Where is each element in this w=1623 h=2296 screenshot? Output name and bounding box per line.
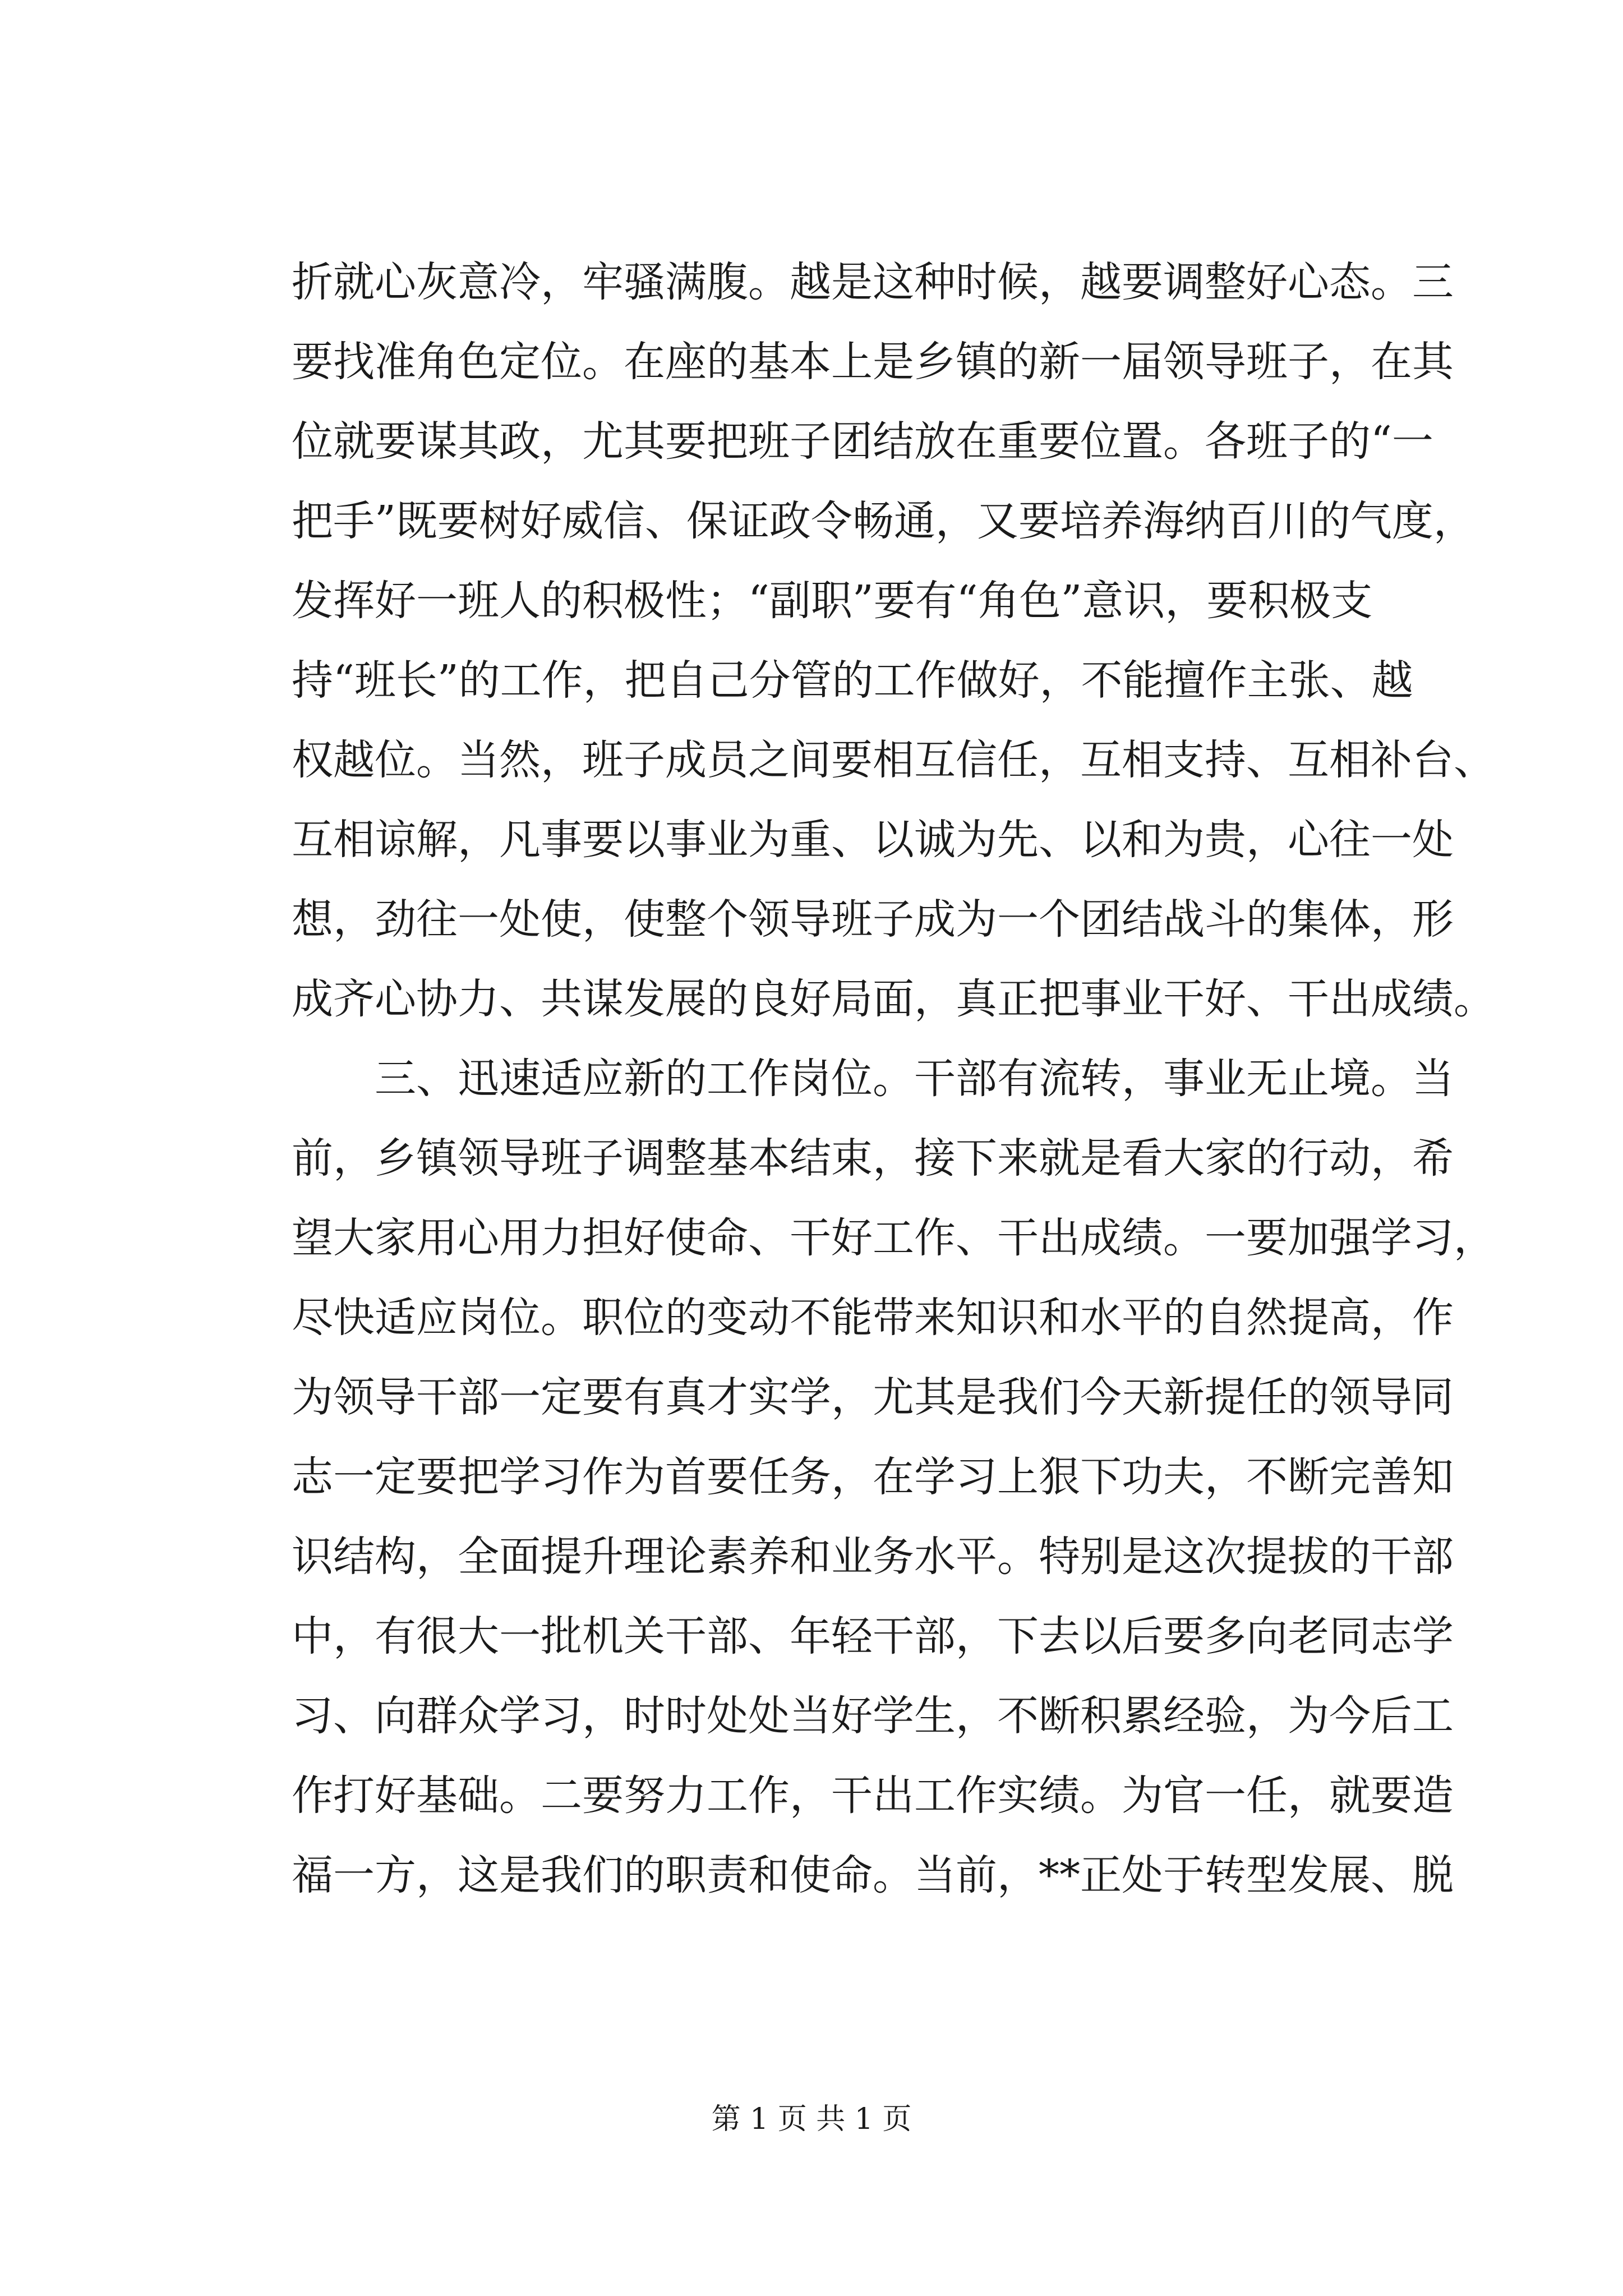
text-line: 中，有很大一批机关干部、年轻干部，下去以后要多向老同志学 [292,1612,1454,1660]
text-line: 把手”既要树好威信、保证政令畅通，又要培养海纳百川的气度， [292,497,1475,545]
text-line: 望大家用心用力担好使命、干好工作、干出成绩。一要加强学习， [292,1214,1495,1262]
body-text [292,242,1495,1915]
text-line: 识结构，全面提升理论素养和业务水平。特别是这次提拔的干部 [292,1533,1454,1581]
page-footer [0,2097,1623,2142]
text-line: 折就心灰意冷，牢骚满腹。越是这种时候，越要调整好心态。三 [292,258,1454,306]
page-number: 第 1 页 共 1 页 [711,2102,912,2136]
text-line: 位就要谋其政，尤其要把班子团结放在重要位置。各班子的“一 [292,417,1433,466]
text-line: 想，劲往一处使，使整个领导班子成为一个团结战斗的集体，形 [292,895,1454,944]
text-line: 福一方，这是我们的职责和使命。当前，**正处于转型发展、脱 [292,1851,1454,1899]
text-line: 成齐心协力、共谋发展的良好局面，真正把事业干好、干出成绩。 [292,975,1495,1023]
text-line: 权越位。当然，班子成员之间要相互信任，互相支持、互相补台、 [292,736,1495,784]
text-line: 要找准角色定位。在座的基本上是乡镇的新一届领导班子，在其 [292,338,1454,386]
text-line: 前，乡镇领导班子调整基本结束，接下来就是看大家的行动，希 [292,1134,1454,1182]
text-line: 志一定要把学习作为首要任务，在学习上狠下功夫，不断完善知 [292,1453,1454,1501]
text-line: 三、迅速适应新的工作岗位。干部有流转，事业无止境。当 [375,1055,1454,1103]
text-line: 作打好基础。二要努力工作，干出工作实绩。为官一任，就要造 [292,1772,1454,1820]
text-line: 互相谅解，凡事要以事业为重、以诚为先、以和为贵，心往一处 [292,816,1454,864]
text-line: 持“班长”的工作，把自己分管的工作做好，不能擅作主张、越 [292,656,1413,705]
text-line: 尽快适应岗位。职位的变动不能带来知识和水平的自然提高，作 [292,1294,1454,1342]
text-line: 为领导干部一定要有真才实学，尤其是我们今天新提任的领导同 [292,1373,1454,1421]
text-line: 发挥好一班人的积极性；“副职”要有“角色”意识，要积极支 [292,577,1373,625]
text-line: 习、向群众学习，时时处处当好学生，不断积累经验，为今后工 [292,1692,1454,1740]
